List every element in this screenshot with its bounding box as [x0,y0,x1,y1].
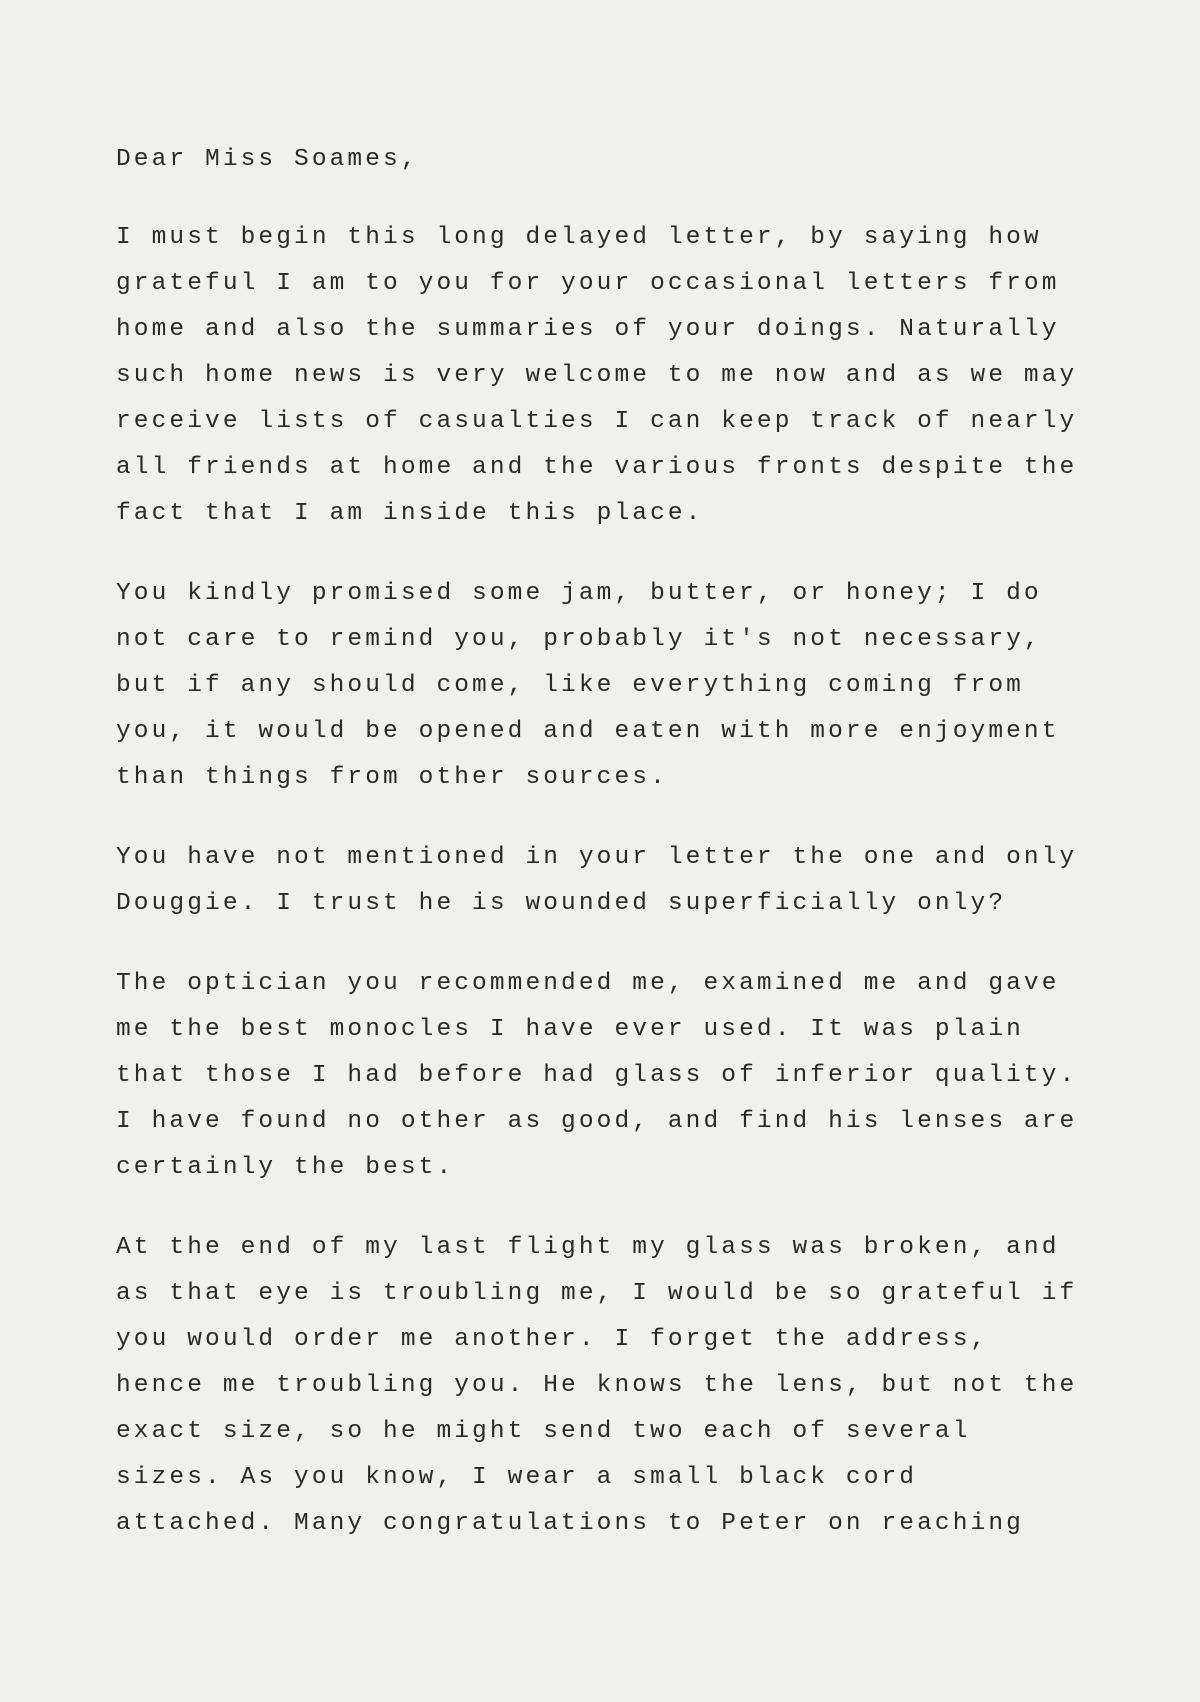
text-line: fact that I am inside this place. [116,500,704,527]
salutation: Dear Miss Soames, [116,146,419,173]
text-line: that those I had before had glass of inferior quality. [116,1062,1078,1089]
text-line: hence me troubling you. He knows the lens, but not the [116,1372,1078,1399]
text-line: such home news is very welcome to me now and as we may [116,362,1078,389]
text-line: certainly the best. [116,1154,455,1181]
text-line: but if any should come, like everything coming from [116,672,1024,699]
text-line: home and also the summaries of your doings. Naturally [116,316,1060,343]
text-line: You kindly promised some jam, butter, or honey; I do [116,580,1042,607]
text-line: The optician you recommended me, examined me and gave [116,970,1060,997]
text-line: receive lists of casualties I can keep track of nearly [116,408,1078,435]
text-line: attached. Many congratulations to Peter on reaching [116,1510,1024,1537]
text-line: me the best monocles I have ever used. It was plain [116,1016,1024,1043]
text-line: At the end of my last flight my glass was broken, and [116,1234,1060,1261]
paragraph [116,835,1116,927]
text-line: not care to remind you, probably it's not necessary, [116,626,1042,653]
text-line: I have found no other as good, and find his lenses are [116,1108,1078,1135]
text-line: exact size, so he might send two each of several [116,1418,971,1445]
text-line: Douggie. I trust he is wounded superficially only? [116,890,1007,917]
text-line: you, it would be opened and eaten with more enjoyment [116,718,1060,745]
text-line: all friends at home and the various fronts despite the [116,454,1078,481]
text-line: grateful I am to you for your occasional letters from [116,270,1060,297]
text-line: You have not mentioned in your letter the one and only [116,844,1078,871]
text-line: as that eye is troubling me, I would be so grateful if [116,1280,1078,1307]
text-line: sizes. As you know, I wear a small black cord [116,1464,918,1491]
text-line: you would order me another. I forget the address, [116,1326,989,1353]
text-line: I must begin this long delayed letter, by saying how [116,224,1042,251]
text-line: than things from other sources. [116,764,668,791]
paragraph [116,215,1116,537]
paragraph [116,571,1116,801]
paragraph [116,1225,1116,1547]
paragraph [116,961,1116,1191]
typed-letter [116,137,1116,1547]
